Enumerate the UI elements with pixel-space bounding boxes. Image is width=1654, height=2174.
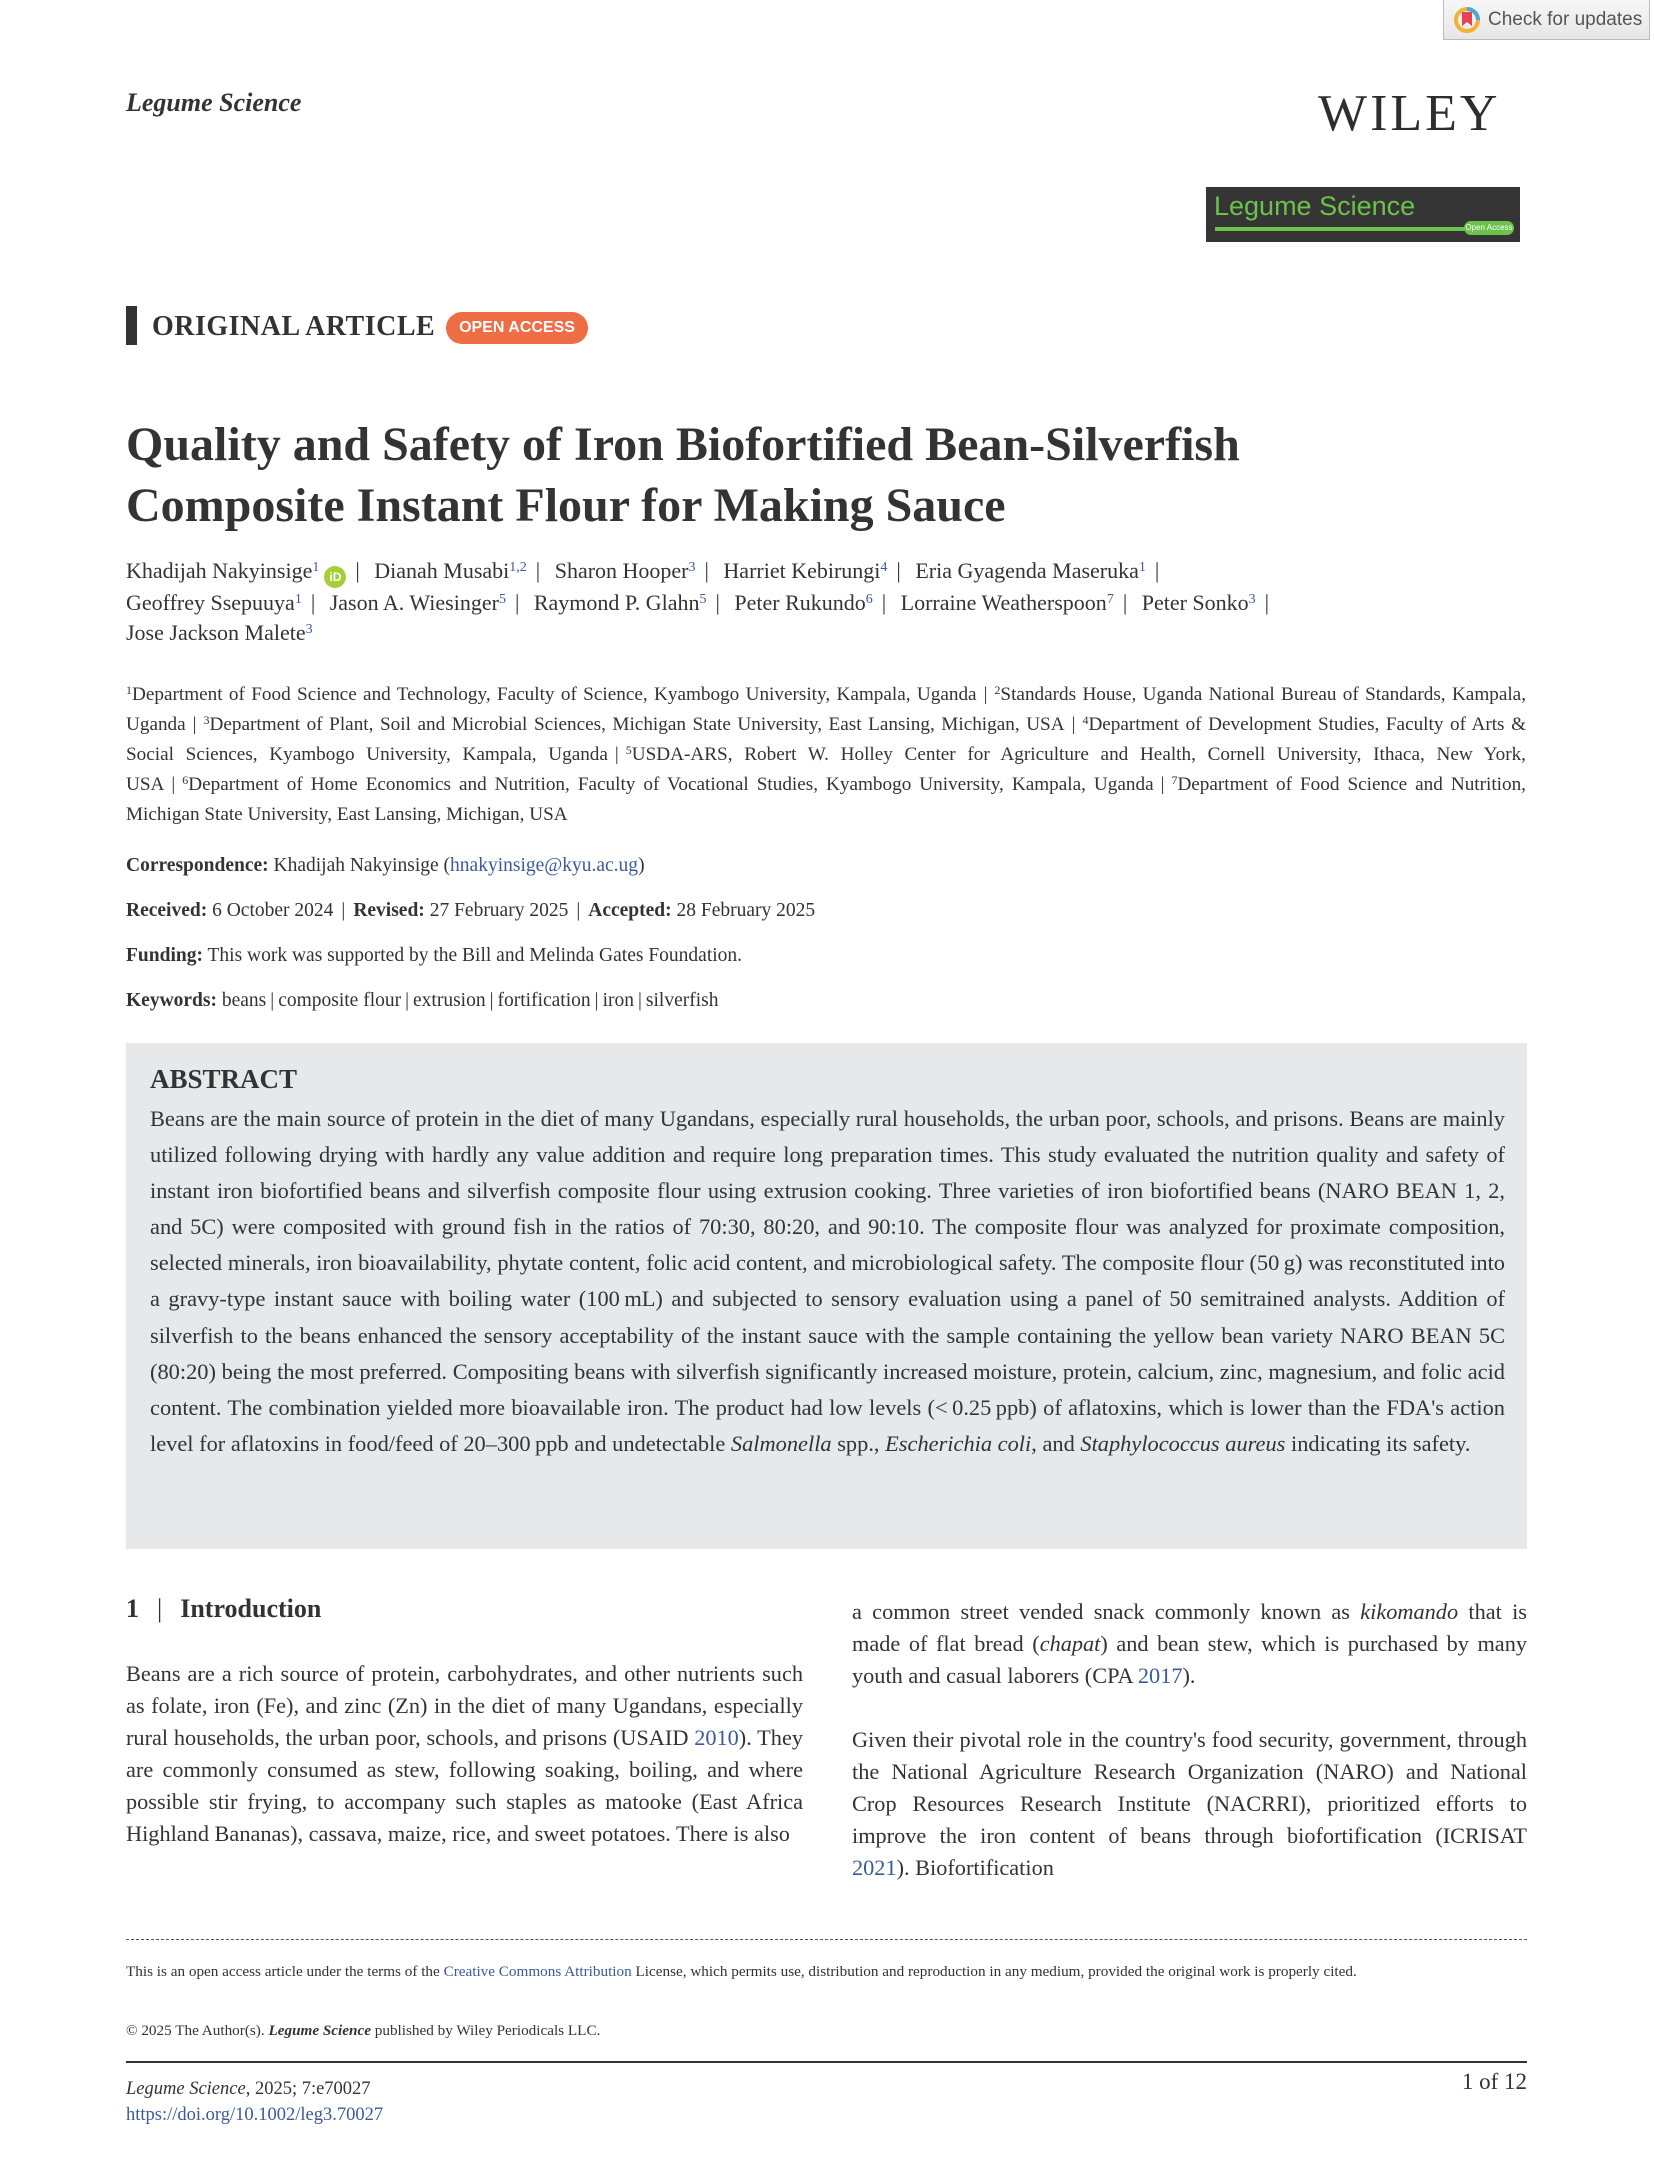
citation-link[interactable]: 2010 <box>694 1725 739 1750</box>
body-column-right <box>852 1596 1527 1884</box>
paragraph: Beans are a rich source of protein, carbohydrates, and other nutrients such as folate, iron (Fe), and zinc (Zn) in the diet of many Ugandans, especially rural households, the urban poor, schools, and prisons (USAID 2010). They are commonly consumed as stew, following soaking, boiling, and where possible stir frying, to accompany such staples as matooke (East Africa Highland Bananas), cassava, maize, rice, and sweet potatoes. There is also <box>126 1661 803 1846</box>
author-separator: | <box>1154 558 1160 583</box>
footer-divider <box>126 2061 1527 2063</box>
affiliations: $^1$Department of Food Science and Technology, Faculty of Science, Kyambogo University, Kampala, Uganda | $^2$Standards House, Uganda National Bureau of Standards, Kampala, Uganda | $^3$Department of Plant, Soil and Microbial Sciences, Michigan State University, East Lansing, Michigan, USA | $^4$Department of Development Studies, Faculty of Arts & Social Sciences, Kyambogo University, Kampala, Uganda | $^5$USDA-ARS, Robert W. Holley Center for Agriculture and Health, Cornell University, Ithaca, New York, USA | $^6$Department of Home Economics and Nutrition, Faculty of Vocational Studies, Kyambogo University, Kampala, Uganda | $^7$Department of Food Science and Nutrition, Michigan State University, East Lansing, Michigan, USA <box>126 683 1526 825</box>
keyword: silverfish <box>645 990 719 1011</box>
paragraph: a common street vended snack commonly known as kikomando that is made of flat bread (chapat) and bean stew, which is purchased by many youth and casual laborers (CPA 2017). <box>852 1599 1527 1688</box>
abstract-box <box>126 1043 1527 1549</box>
check-for-updates-label: Check for updates <box>1488 8 1643 30</box>
copyright: © 2025 The Author(s). Legume Science published by Wiley Periodicals LLC. <box>126 2022 601 2039</box>
citation: Legume Science, 2025; 7:e70027 <box>126 2079 371 2099</box>
author[interactable]: Dianah Musabi$^{1,2}$ <box>374 558 527 583</box>
affiliation: $^5$USDA-ARS, Robert W. Holley Center for Agriculture and Health, Cornell University, Ithaca, New York, USA <box>126 743 1526 795</box>
author-separator: | <box>355 558 360 583</box>
license-text: This is an open access article under the terms of the Creative Commons Attribution License, which permits use, distribution and reproduction in any medium, provided the original work is properly cited. <box>126 1963 1357 1980</box>
keyword: iron <box>602 990 634 1011</box>
article-title-line: Quality and Safety of Iron Biofortified Bean-Silverfish <box>126 418 1240 471</box>
author-separator: | <box>535 558 541 583</box>
correspondence: Correspondence: Khadijah Nakyinsige (hnakyinsige@kyu.ac.ug) <box>126 855 645 876</box>
affiliation: $^1$Department of Food Science and Technology, Faculty of Science, Kyambogo University, Kampala, Uganda <box>126 683 977 705</box>
received-date: 6 October 2024 <box>212 900 334 921</box>
abstract-heading: ABSTRACT <box>150 1064 298 1094</box>
body-column-left <box>126 1658 803 1850</box>
keyword: fortification <box>497 990 591 1011</box>
journal-name: Legume Science <box>126 88 302 117</box>
article-type: ORIGINAL ARTICLE <box>152 311 436 342</box>
author[interactable]: Jose Jackson Malete$^3$ <box>126 620 313 645</box>
author[interactable]: Khadijah Nakyinsige$^1$ <box>126 558 320 583</box>
license-link[interactable]: Creative Commons Attribution <box>443 1963 632 1980</box>
journal-logo-title: Legume Science <box>1214 191 1416 221</box>
funding: Funding: This work was supported by the Bill and Melinda Gates Foundation. <box>126 945 743 966</box>
paragraph: Given their pivotal role in the country's food security, government, through the National Agriculture Research Organization (NARO) and National Crop Resources Research Institute (NACRRI), prioritized efforts to improve the iron content of beans through biofortification (ICRISAT 2021). Biofortification <box>852 1727 1527 1880</box>
affiliation: $^3$Department of Plant, Soil and Microbial Sciences, Michigan State University, East Lansing, Michigan, USA <box>203 713 1065 735</box>
author-separator: | <box>310 590 316 615</box>
article-title-line: Composite Instant Flour for Making Sauce <box>126 479 1006 532</box>
author-separator: | <box>1122 590 1128 615</box>
citation-link[interactable]: 2021 <box>852 1855 897 1880</box>
keyword: extrusion <box>413 990 486 1011</box>
keyword: beans <box>221 990 267 1011</box>
doi-link[interactable]: https://doi.org/10.1002/leg3.70027 <box>126 2105 384 2125</box>
article-dates: Received: 6 October 2024 | Revised: 27 February 2025 | Accepted: 28 February 2025 <box>126 900 816 921</box>
journal-logo-underline <box>1215 227 1467 231</box>
author[interactable]: Harriet Kebirungi$^4$ <box>723 558 888 583</box>
author-separator: | <box>1264 590 1270 615</box>
wiley-logo: WILEY <box>1318 85 1501 142</box>
author-separator: | <box>514 590 520 615</box>
affiliation: $^6$Department of Home Economics and Nutrition, Faculty of Vocational Studies, Kyambogo University, Kampala, Uganda <box>182 773 1154 795</box>
author[interactable]: Geoffrey Ssepuuya$^1$ <box>126 590 302 615</box>
journal-logo-open-access-badge: Open Access <box>1464 221 1514 235</box>
citation-link[interactable]: 2017 <box>1137 1663 1183 1688</box>
page-number: 1 of 12 <box>1461 2069 1527 2094</box>
affiliation: $^4$Department of Development Studies, Faculty of Arts & Social Sciences, Kyambogo University, Kampala, Uganda <box>126 713 1526 765</box>
author[interactable]: Peter Sonko$^3$ <box>1141 590 1256 615</box>
keywords: Keywords: beans | composite flour | extrusion | fortification | iron | silverfish <box>126 990 719 1011</box>
author-list <box>126 556 1536 648</box>
accepted-date: 28 February 2025 <box>676 900 816 921</box>
article-type-bar <box>126 306 137 345</box>
author[interactable]: Lorraine Weatherspoon$^7$ <box>900 590 1114 615</box>
author[interactable]: Eria Gyagenda Maseruka$^1$ <box>915 558 1146 583</box>
author-separator: | <box>896 558 901 583</box>
author[interactable]: Raymond P. Glahn$^5$ <box>533 590 707 615</box>
section-heading: 1 | Introduction <box>126 1594 322 1623</box>
abstract-text: Beans are the main source of protein in the diet of many Ugandans, especially rural households, the urban poor, schools, and prisons. Beans are mainly utilized following drying with hardly any value addition and require long preparation times. This study evaluated the nutrition quality and safety of instant iron biofortified beans and silverfish composite flour using extrusion cooking. Three varieties of iron biofortified beans (NARO BEAN 1, 2, and 5C) were composited with ground fish in the ratios of 70:30, 80:20, and 90:10. The composite flour was analyzed for proximate composition, selected minerals, iron bioavailability, phytate content, folic acid content, and microbiological safety. The composite flour (50 g) was reconstituted into a gravy-type instant sauce with boiling water (100 mL) and subjected to sensory evaluation using a panel of 50 semitrained analysts. Addition of silverfish to the beans enhanced the sensory acceptability of the instant sauce with the sample containing the yellow bean variety NARO BEAN 5C (80:20) being the most preferred. Compositing beans with silverfish significantly increased moisture, protein, calcium, zinc, magnesium, and folic acid content. The combination yielded more bioavailable iron. The product had low levels (< 0.25 ppb) of aflatoxins, which is lower than the FDA's action level for aflatoxins in food/feed of 20–300 ppb and undetectable Salmonella spp., Escherichia coli, and Staphylococcus aureus indicating its safety. <box>150 1106 1505 1456</box>
affiliation: $^7$Department of Food Science and Nutrition, Michigan State University, East Lansing, Michigan, USA <box>126 773 1526 825</box>
author[interactable]: Jason A. Wiesinger$^5$ <box>329 590 506 615</box>
revised-date: 27 February 2025 <box>429 900 569 921</box>
affiliation: $^2$Standards House, Uganda National Bureau of Standards, Kampala, Uganda <box>126 683 1526 735</box>
footnote-divider <box>126 1939 1527 1940</box>
check-for-updates-button[interactable] <box>1443 0 1650 40</box>
orcid-icon[interactable]: iD <box>324 566 346 588</box>
author-separator: | <box>715 590 720 615</box>
author-separator: | <box>704 558 709 583</box>
journal-logo <box>1206 187 1520 242</box>
crossmark-icon <box>1454 7 1480 33</box>
author[interactable]: Peter Rukundo$^6$ <box>734 590 873 615</box>
article-title <box>126 414 1526 536</box>
email-link[interactable]: hnakyinsige@kyu.ac.ug <box>450 855 639 876</box>
keyword: composite flour <box>278 990 402 1011</box>
author[interactable]: Sharon Hooper$^3$ <box>554 558 696 583</box>
author-separator: | <box>881 590 887 615</box>
open-access-badge: OPEN ACCESS <box>446 312 588 344</box>
